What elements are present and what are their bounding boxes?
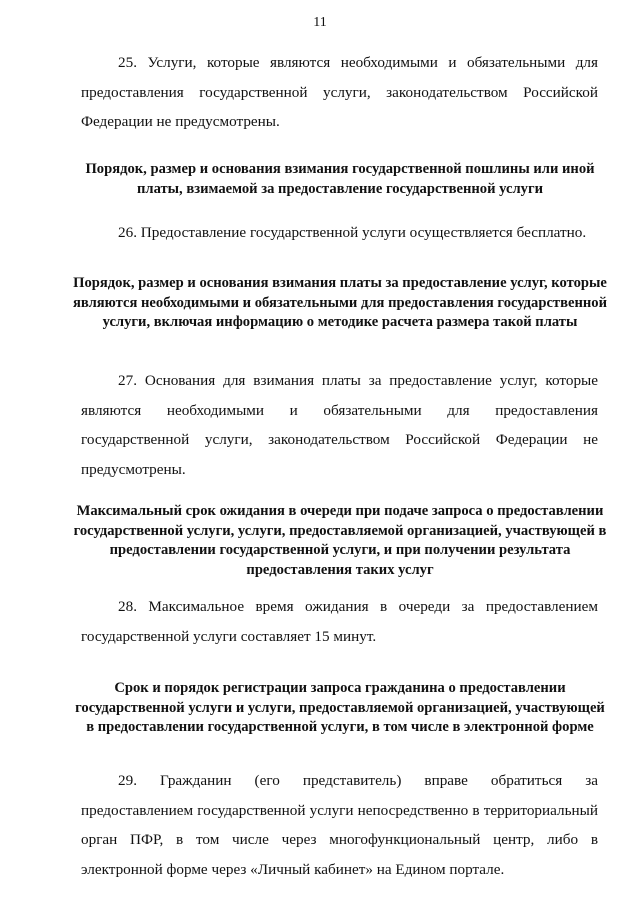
heading-max-queue-time: Максимальный срок ожидания в очереди при подаче запроса о предоставлении государственной услуги, услуги, предоставляемой организацией, участвующей в предоставлении государственной услуги, и при получении результата предоставления таких услуг bbox=[73, 503, 607, 578]
paragraph-25: 25. Услуги, которые являются необходимыми и обязательными для предоставления государственной услуги, законодательством Российской Федерации не предусмотрены. bbox=[81, 54, 598, 130]
page-number: 11 bbox=[313, 15, 327, 30]
heading-request-registration: Срок и порядок регистрации запроса гражданина о предоставлении государственной услуги и услуги, предоставляемой организацией, участвующей в предоставлении государственной услуги, в том числе в электронной форме bbox=[75, 680, 605, 735]
paragraph-26: 26. Предоставление государственной услуги осуществляется бесплатно. bbox=[118, 224, 587, 241]
paragraph-28: 28. Максимальное время ожидания в очереди за предоставлением государственной услуги составляет 15 минут. bbox=[81, 598, 598, 645]
paragraph-27: 27. Основания для взимания платы за предоставление услуг, которые являются необходимыми и обязательными для предоставления государственной услуги, законодательством Российской Федерации не предусмотрены. bbox=[81, 372, 598, 478]
heading-state-fee: Порядок, размер и основания взимания государственной пошлины или иной платы, взимаемой за предоставление государственной услуги bbox=[85, 161, 595, 197]
paragraph-29: 29. Гражданин (его представитель) вправе обратиться за предоставлением государственной услуги непосредственно в территориальный орган ПФР, в том числе через многофункциональный центр, либо в электронной форме через «Личный кабинет» на Едином портале. bbox=[81, 772, 598, 878]
heading-payment-for-services: Порядок, размер и основания взимания платы за предоставление услуг, которые являются необходимыми и обязательными для предоставления государственной услуги, включая информацию о методике расчета размера такой платы bbox=[73, 275, 607, 330]
